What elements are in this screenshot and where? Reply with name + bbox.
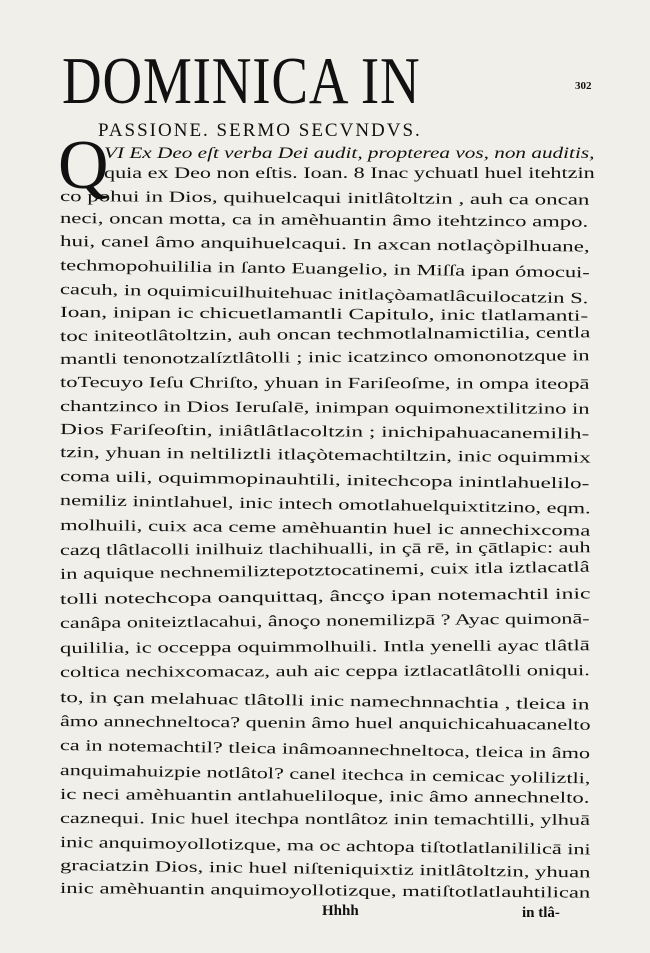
text-line: coma uili, oquimmopinauhtili, initechcopa inintlahuelilo- (59, 468, 590, 493)
text-line: tzin, yhuan in neltiliztli itlaçòtemachtiltzin, inic oquimmix (59, 444, 591, 467)
drop-initial: Q (58, 127, 109, 204)
text-line: inic amèhuantin anquimoyollotizque, matiſtotlatlauhtilican (59, 880, 591, 902)
text-line: ic neci amèhuantin antlahueliloque, inic âmo annechnelto. (59, 786, 590, 807)
text-line: coltica nechixcomacaz, auh aic ceppa iztlacatlâtolli oniqui. (59, 662, 590, 681)
catchword: in tlâ- (522, 905, 560, 921)
text-line: âmo annechneltoca? quenin âmo huel anquichicahuacanelto (59, 713, 591, 734)
text-line: cacuh, in oquimicuilhuitehuac initlaçòamatlâcuilocatzin S. (59, 281, 589, 308)
text-line: toc initeotlâtoltzin, auh oncan techmotlalnamictilia, centla (59, 324, 591, 345)
page-title: DOMINICA IN (62, 44, 421, 118)
text-line: quililia, ic occeppa oquimmolhuili. Intla yenelli ayac tlâtlā (59, 637, 590, 657)
text-line: in aquique nechnemiliztepotztocatinemi, cuix itla iztlacatlâ (59, 558, 590, 583)
text-line: Ioan, inipan ic chicuetlamantli Capitulo, inic tlatlamanti- (59, 304, 589, 325)
text-line: chantzinco in Dios Ieruſalē, inimpan oquimonextilitzino in (59, 398, 590, 418)
folio-number: 302 (575, 80, 592, 92)
text-line: mantli tenonotzalíztlâtolli ; inic icatzinco omononotzque in (59, 347, 590, 368)
text-line: hui, canel âmo anquihuelcaqui. In axcan notlaçòpilhuane, (59, 233, 590, 256)
text-line: cazq tlâtlacolli inilhuiz tlachihualli, in çā rē, in çātlapic: auh (59, 539, 591, 559)
text-line: quia ex Deo non eſtis. Ioan. 8 Inac ychuatl huel itehtzin (104, 165, 595, 182)
text-line: graciatzin Dios, inic huel niſteniquixtiz initlâtoltzin, yhuan (59, 857, 591, 882)
text-line: toTecuyo Ieſu Chriſto, yhuan in Fariſeoſme, in ompa iteopā (59, 374, 590, 393)
text-line: Dios Fariſeoſtin, iniâtlâtlacoltzin ; inichipahuacanemilih- (59, 421, 590, 443)
text-line: caznequi. Inic huel itechpa nontlâtoz inin temachtilli, ylhuā (59, 810, 591, 829)
text-line: anquimahuizpie notlâtol? canel itechca in cemicac yoliliztli, (59, 762, 591, 788)
text-line: ca in notemachtil? tleica inâmoannechneltoca, tleica in âmo (59, 737, 591, 763)
text-line: inic anquimoyollotizque, ma oc achtopa tiſtotlatlanililicā ini (59, 834, 591, 859)
text-line: neci, oncan motta, ca in amèhuantin âmo itehtzinco ampo. (59, 210, 589, 231)
text-line: nemiliz inintlahuel, inic intech omotlahuelquixtitzino, eqm. (59, 492, 591, 518)
text-line: VI Ex Deo eſt verba Dei audit, propterea vos, non auditis, (104, 145, 595, 162)
text-line: molhuili, cuix aca ceme amèhuantin huel ic annechixcoma (59, 517, 591, 540)
text-line: techmopohuililia in ſanto Euangelio, in Miſſa ipan ómocui- (59, 257, 590, 282)
text-line: canâpa oniteiztlacahui, ânoço nonemilizpā ? Ayac quimonā- (59, 610, 590, 632)
signature-mark: Hhhh (322, 903, 359, 919)
section-subtitle: PASSIONE. SERMO SECVNDVS. (98, 120, 422, 141)
text-line: co pohui in Dios, quihuelcaqui initlâtoltzin , auh ca oncan (59, 188, 590, 209)
text-line: tolli notechcopa oanquittaq, âncço ipan notemachtil inic (59, 585, 591, 608)
text-line: to, in çan melahuac tlâtolli inic namechnnachtia , tleica in (59, 689, 590, 714)
